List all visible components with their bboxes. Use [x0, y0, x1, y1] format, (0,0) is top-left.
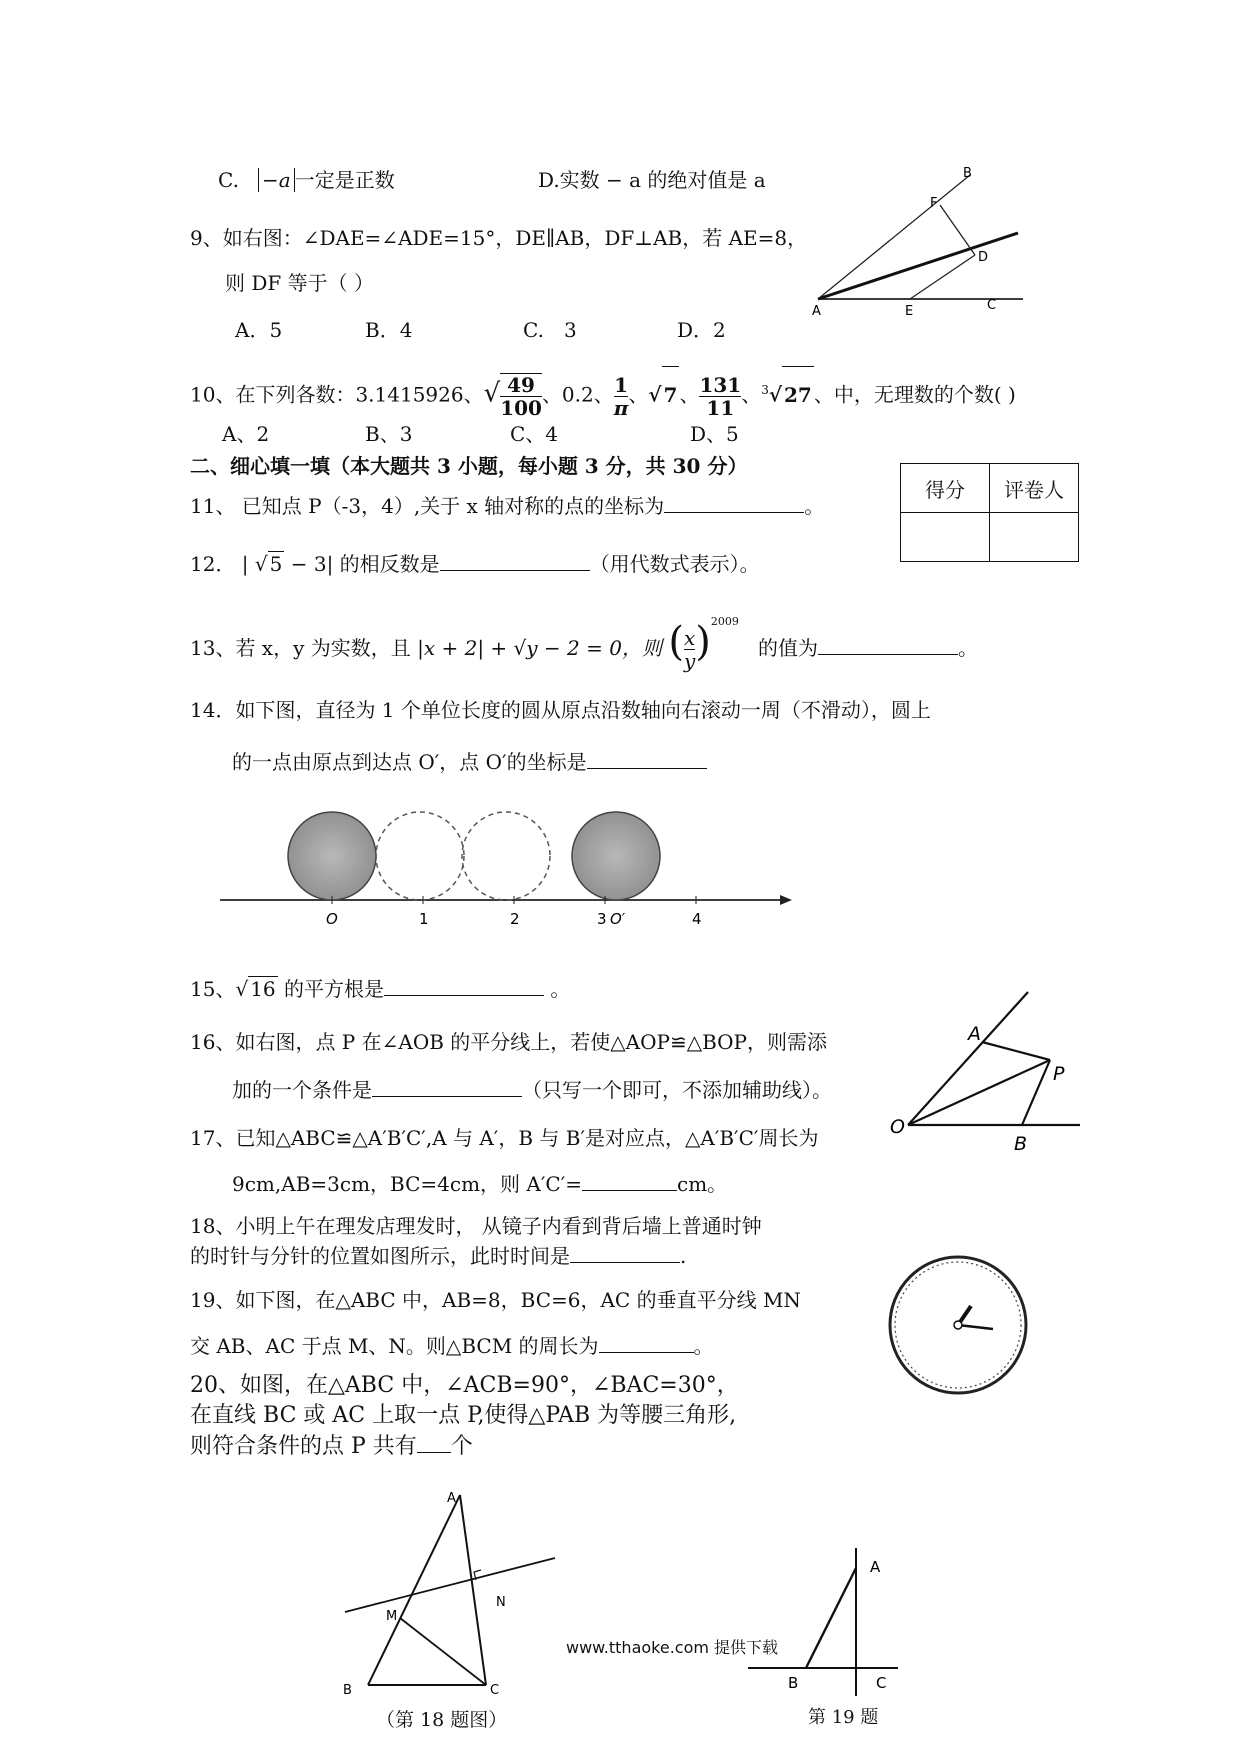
score-table [900, 463, 1079, 562]
minute-hand [958, 1325, 993, 1329]
q15: 15、√ 16 的平方根是 。 [190, 977, 571, 1001]
sqrt-fraction-49-100: $\frac{49}{100}$ [500, 373, 542, 421]
label-a: A [968, 1023, 981, 1045]
sqrt-16: 16 [250, 977, 276, 1001]
label-c: C [490, 1683, 500, 1698]
axis-label-1: 1 [419, 910, 429, 928]
label-b: B [963, 166, 972, 181]
q10-choice-d: D、5 [690, 422, 739, 446]
label-p: P [1053, 1063, 1065, 1085]
q9-figure [800, 165, 1040, 335]
q12: 12． | √ 5 − 3| 的相反数是 （用代数式表示）。 [190, 552, 760, 576]
q20-blank[interactable] [417, 1434, 451, 1453]
q18-line2: 的时针与分针的位置如图所示，此时时间是 . [190, 1244, 687, 1268]
label-c: C [987, 298, 997, 313]
fraction-x-y: $\frac{x}{y}$ [683, 626, 696, 673]
q16-angle-figure [890, 990, 1090, 1160]
label-c: C [876, 1674, 887, 1692]
sqrt-7: 7 [662, 366, 680, 423]
score-header: 得分 [901, 464, 990, 513]
q20-line3: 则符合条件的点 P 共有 个 [190, 1434, 473, 1459]
label-a: A [870, 1558, 881, 1576]
axis-label-o: O [326, 910, 338, 928]
q19-line1: 19、如下图，在△ABC 中，AB=8，BC=6，AC 的垂直平分线 MN [190, 1288, 801, 1312]
mirror-clock-figure [883, 1250, 1033, 1400]
axis-label-4: 4 [692, 910, 702, 928]
label-e: E [905, 304, 914, 319]
q9-line1: 9、如右图：∠DAE=∠ADE=15°，DE∥AB，DF⊥AB，若 AE=8， [190, 226, 808, 250]
rolling-circle-1 [376, 812, 464, 900]
q13-blank[interactable] [818, 636, 958, 655]
fig18-caption: （第 18 题图） [376, 1709, 508, 1731]
q11: 11、 已知点 P（-3，4）,关于 x 轴对称的点的坐标为 。 [190, 494, 825, 518]
fraction-1-pi: $\frac{1}{\pi}$ [613, 372, 629, 420]
end-circle [572, 812, 660, 900]
q15-blank[interactable] [384, 977, 544, 996]
q16-line2: 加的一个条件是 （只写一个即可，不添加辅助线）。 [232, 1078, 832, 1102]
q8-option-d: D.实数 − a 的绝对值是 a [538, 168, 766, 192]
label-b: B [788, 1674, 799, 1692]
fig18-triangle-figure [340, 1490, 570, 1700]
fraction-131-11: $\frac{131}{11}$ [699, 372, 742, 420]
q9-line2: 则 DF 等于（ ） [225, 271, 374, 295]
axis-label-3: 3 [597, 910, 607, 928]
credit-text: www.tthaoke.com 提供下载 [566, 1638, 779, 1657]
q9-choice-d: D．2 [677, 318, 726, 342]
label-d: D [978, 250, 989, 265]
sqrt-5: 5 [269, 552, 283, 576]
label-b: B [1014, 1133, 1028, 1155]
q17-line1: 17、已知△ABC≌△A′B′C′,A 与 A′，B 与 B′是对应点，△A′B′C′周长为 [190, 1126, 819, 1150]
q14-line2: 的一点由原点到达点 O′，点 O′的坐标是 [232, 750, 707, 774]
q10-choice-c: C、4 [510, 422, 559, 446]
q16-blank[interactable] [372, 1078, 522, 1097]
q20-line2: 在直线 BC 或 AC 上取一点 P,使得△PAB 为等腰三角形, [190, 1403, 737, 1428]
fig19-right-triangle-figure [748, 1548, 908, 1698]
q11-blank[interactable] [664, 494, 804, 513]
q10-choice-b: B、3 [365, 422, 413, 446]
label-b: B [343, 1683, 352, 1698]
label-a: A [447, 1491, 456, 1506]
q9-choice-a: A．5 [235, 318, 283, 342]
label-f: F [930, 196, 938, 211]
axis-label-2: 2 [510, 910, 520, 928]
q10-line: 10、在下列各数：3.1415926、√ $\frac{49}{100}$ 、0.2、 $\frac{1}{\pi}$ 、√ 7 、 $\frac{131}{11}$ 、$^3$√ 27 、中，无理数的个数( ) [190, 362, 1016, 418]
rolling-circle-2 [462, 812, 550, 900]
start-circle [288, 812, 376, 900]
fig19-caption: 第 19 题 [808, 1707, 879, 1728]
q18-line1: 18、小明上午在理发店理发时， 从镜子内看到背后墙上普通时钟 [190, 1214, 762, 1238]
q17-blank[interactable] [582, 1172, 677, 1191]
q14-blank[interactable] [587, 750, 707, 769]
q12-blank[interactable] [440, 552, 590, 571]
q19-line2: 交 AB、AC 于点 M、N。则△BCM 的周长为 。 [190, 1334, 714, 1358]
score-cell[interactable] [901, 513, 990, 562]
label-a: A [812, 304, 821, 319]
q19-blank[interactable] [599, 1334, 694, 1353]
grader-header: 评卷人 [990, 464, 1079, 513]
q13: 13、若 x，y 为实数，且 |x + 2| + √y − 2 = 0，则 ( $\frac{x}{y}$ )$^{2009}$ 的值为 。 [190, 615, 978, 673]
q14-number-line-figure [220, 810, 800, 940]
abs-neg-a: −a [258, 168, 295, 192]
cube-root-27: 27 [782, 366, 814, 423]
q8-option-c: C. −a 一定是正数 [218, 168, 395, 192]
q14-line1: 14．如下图，直径为 1 个单位长度的圆从原点沿数轴向右滚动一周（不滑动），圆上 [190, 698, 931, 722]
section2-title: 二、细心填一填（本大题共 3 小题，每小题 3 分，共 30 分） [190, 454, 748, 478]
label-o: O [890, 1116, 905, 1138]
label-m: M [386, 1609, 398, 1624]
axis-label-o-prime: O′ [610, 910, 626, 928]
q16-line1: 16、如右图，点 P 在∠AOB 的平分线上，若使△AOP≌△BOP，则需添 [190, 1030, 828, 1054]
q18-blank[interactable] [570, 1244, 680, 1263]
q10-choice-a: A、2 [222, 422, 270, 446]
q9-choice-c: C. 3 [523, 318, 577, 342]
q20-line1: 20、如图，在△ABC 中，∠ACB=90°，∠BAC=30°， [190, 1373, 739, 1398]
q17-line2: 9cm,AB=3cm，BC=4cm，则 A′C′= cm。 [232, 1172, 728, 1196]
grader-cell[interactable] [990, 513, 1079, 562]
label-n: N [496, 1595, 506, 1610]
q9-choice-b: B．4 [365, 318, 413, 342]
